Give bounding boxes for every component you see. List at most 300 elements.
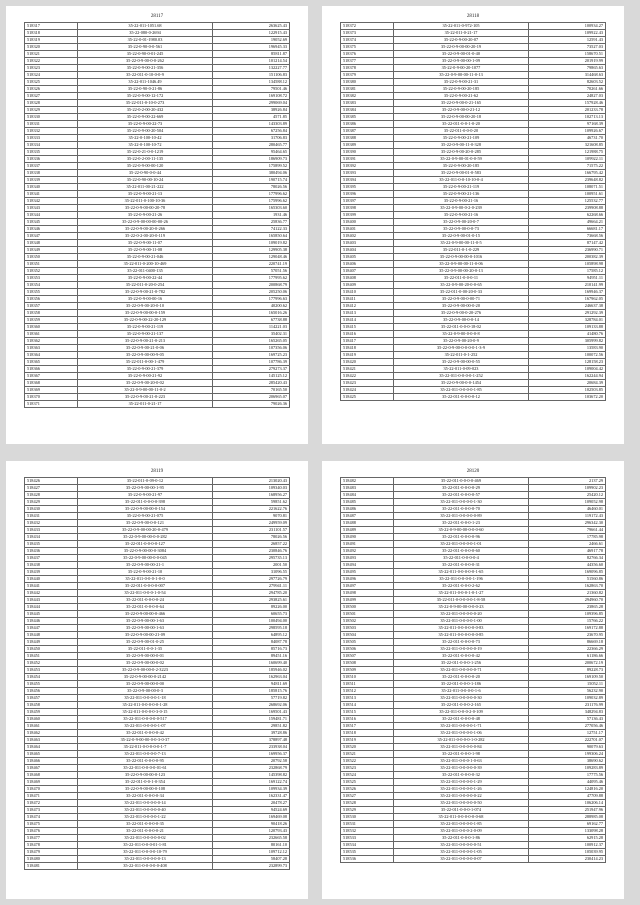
- table-row: [25, 170, 290, 177]
- row-id: 518364: [25, 352, 78, 359]
- row-code: 35-22-0-9-00-00-120: [78, 163, 213, 170]
- row-id: 518393: [341, 170, 394, 177]
- row-value: 120793.43: [213, 828, 290, 835]
- row-value: 109922.43: [529, 30, 606, 37]
- table-row: [25, 744, 290, 751]
- row-code: 35-22-011-0-1-0-229: [394, 247, 529, 254]
- row-value: 31706.83: [213, 135, 290, 142]
- table-row: [341, 527, 606, 534]
- row-value: 25420.12: [529, 492, 606, 499]
- table-row: [341, 86, 606, 93]
- row-code: 35-22-011-0-0-0-0-0-20: [394, 611, 529, 618]
- row-code: 35-22-011-0-10-0-0-9: [78, 72, 213, 79]
- row-value: 165850.64: [213, 233, 290, 240]
- row-id: 518318: [25, 30, 78, 37]
- row-value: 97168.39: [529, 121, 606, 128]
- table-row: [341, 191, 606, 198]
- row-value: 169946.37: [529, 289, 606, 296]
- row-id: 518536: [341, 856, 394, 863]
- table-row: [25, 821, 290, 828]
- row-value: 47709.88: [529, 793, 606, 800]
- row-code: 35-22-0-9-00-00-0-3084: [78, 548, 213, 555]
- parcel-table: [340, 22, 606, 401]
- row-value: 295735.13: [213, 555, 290, 562]
- row-value: 143303.89: [213, 121, 290, 128]
- row-id: 518322: [25, 58, 78, 65]
- table-row: [341, 142, 606, 149]
- table-row: [341, 65, 606, 72]
- table-row: [341, 380, 606, 387]
- table-row: [25, 114, 290, 121]
- row-code: 35-22-011-0-0-0-0-0-22: [394, 793, 529, 800]
- row-id: 518414: [341, 317, 394, 324]
- row-id: 518445: [25, 611, 78, 618]
- row-value: 85716.73: [213, 646, 290, 653]
- row-code: 35-22-0-2-00-11-135: [78, 156, 213, 163]
- row-code: 35-22-011-0-0-0-0-1-06: [394, 730, 529, 737]
- row-code: 35-22-0-2-00-20-0-119: [78, 233, 213, 240]
- row-id: 518348: [25, 240, 78, 247]
- row-id: 518518: [341, 730, 394, 737]
- row-id: 518491: [341, 541, 394, 548]
- row-value: 29851.82: [213, 723, 290, 730]
- row-id: 518335: [25, 149, 78, 156]
- row-code: 35-22-011-0-0-0-0-0-39: [394, 765, 529, 772]
- row-code: 35-22-0-9-00-20-0-0-65: [394, 282, 529, 289]
- row-id: 518514: [341, 702, 394, 709]
- row-value: 103672.20: [529, 394, 606, 401]
- row-id: 518415: [341, 324, 394, 331]
- row-id: 518356: [25, 296, 78, 303]
- row-value: 175899.52: [213, 163, 290, 170]
- table-row: [341, 212, 606, 219]
- table-row: [25, 527, 290, 534]
- row-code: 35-22-0-9-00-00-0-2142: [78, 674, 213, 681]
- row-id: 518478: [25, 842, 78, 849]
- page-title: 28117: [150, 14, 164, 19]
- document-page-2: [322, 6, 624, 444]
- row-code: 35-22-0-9-00-00-0-2-3223: [78, 667, 213, 674]
- row-code: 35-22-011-0-21-17: [394, 30, 529, 37]
- row-code: 35-22-0-9-00-00-9-05: [78, 352, 213, 359]
- row-id: 518529: [341, 807, 394, 814]
- row-id: 518496: [341, 576, 394, 583]
- table-row: [341, 492, 606, 499]
- table-row: [341, 30, 606, 37]
- row-value: 100951.61: [529, 191, 606, 198]
- row-value: 17785.98: [529, 534, 606, 541]
- row-id: 518513: [341, 695, 394, 702]
- row-code: 35-22-0-9-00-00-20-19: [394, 44, 529, 51]
- row-code: 35-22-0-9-00-00-0-154: [78, 506, 213, 513]
- row-id: 518505: [341, 639, 394, 646]
- row-code: 35-22-0-9-00-00-20-18: [394, 114, 529, 121]
- table-row: [25, 51, 290, 58]
- row-code: 35-22-0-9-00-21-137: [78, 331, 213, 338]
- table-row: [25, 58, 290, 65]
- row-id: 518464: [25, 744, 78, 751]
- table-row: [341, 282, 606, 289]
- row-id: 518340: [25, 184, 78, 191]
- row-id: 518317: [25, 23, 78, 30]
- row-id: 518447: [25, 625, 78, 632]
- row-id: 518435: [25, 541, 78, 548]
- row-id: 518495: [341, 569, 394, 576]
- row-value: 230414.23: [529, 856, 606, 863]
- table-row: [25, 583, 290, 590]
- row-id: 518463: [25, 737, 78, 744]
- table-row: [341, 93, 606, 100]
- row-id: 518343: [25, 205, 78, 212]
- row-value: 213020.43: [213, 478, 290, 485]
- row-code: 35-22-011-0-10-0-273: [78, 100, 213, 107]
- row-value: 220741.19: [213, 261, 290, 268]
- table-row: [341, 359, 606, 366]
- row-id: 518355: [25, 289, 78, 296]
- row-code: 35-22-0-9-00-20-0-10: [78, 303, 213, 310]
- parcel-table: [24, 477, 290, 870]
- table-row: [25, 807, 290, 814]
- row-id: 518319: [25, 37, 78, 44]
- row-code: 35-22-011-0-1-252: [394, 352, 529, 359]
- row-id: 518534: [341, 842, 394, 849]
- row-value: 122915.43: [213, 30, 290, 37]
- row-id: 518523: [341, 765, 394, 772]
- row-value: 46917.78: [529, 548, 606, 555]
- row-value: 109922.11: [529, 156, 606, 163]
- row-id: 518334: [25, 142, 78, 149]
- row-code: 35-22-0-9-00-21-119: [394, 184, 529, 191]
- row-code: 35-22-011-0-0-0-0-0-84: [394, 744, 529, 751]
- row-code: 35-22-0-9-00-21-136: [394, 191, 529, 198]
- row-value: 328784.01: [529, 317, 606, 324]
- table-row: [25, 359, 290, 366]
- row-value: 280465.77: [213, 142, 290, 149]
- row-code: 35-22-0-9-00-21-356: [78, 65, 213, 72]
- row-value: 70165.50: [213, 387, 290, 394]
- table-row: [341, 135, 606, 142]
- row-value: 251947.96: [529, 807, 606, 814]
- table-row: [341, 198, 606, 205]
- table-row: [341, 289, 606, 296]
- row-code: 35-22-011-0-0-0-0-1-71: [394, 723, 529, 730]
- row-code: 35-22-011-0-0-0-2-0-09: [394, 828, 529, 835]
- row-value: 321608.85: [529, 142, 606, 149]
- row-id: 518503: [341, 625, 394, 632]
- row-code: 35-22-0-9-00-21-97: [78, 492, 213, 499]
- row-code: 35-22-011-0-0-0-0-96: [394, 534, 529, 541]
- row-id: 518372: [341, 23, 394, 30]
- row-id: 518378: [341, 65, 394, 72]
- row-id: 518494: [341, 562, 394, 569]
- row-code: 35-22-0-9-00-20-1077: [394, 65, 529, 72]
- table-row: [25, 331, 290, 338]
- table-row: [25, 240, 290, 247]
- row-value: 305999.82: [529, 338, 606, 345]
- row-code: 35-22-0-9-00-00-00-00-26: [78, 219, 213, 226]
- row-value: 71575.22: [529, 163, 606, 170]
- table-row: [25, 702, 290, 709]
- row-value: 101214.54: [213, 58, 290, 65]
- row-code: 35-22-0-9-00-01-0-15: [394, 233, 529, 240]
- row-id: 518469: [25, 779, 78, 786]
- row-id: 518444: [25, 604, 78, 611]
- row-code: 35-22-0-9-00-00-0-0-045: [78, 555, 213, 562]
- row-code: 35-22-011-0-0-0-0-0-1-8-58: [394, 597, 529, 604]
- row-code: 35-22-0-9-00-21-109: [394, 135, 529, 142]
- row-value: 288985.08: [529, 814, 606, 821]
- row-value: 20684.39: [529, 380, 606, 387]
- row-code: 35-22-011-0-0-0-0-1-07: [78, 723, 213, 730]
- row-value: 109926.67: [529, 128, 606, 135]
- table-row: [25, 324, 290, 331]
- table-row: [341, 177, 606, 184]
- row-code: 35-22-0-9-00-12-172: [78, 93, 213, 100]
- row-value: 169096.85: [529, 569, 606, 576]
- table-row: [341, 632, 606, 639]
- row-id: 518353: [25, 275, 78, 282]
- row-id: 518401: [341, 226, 394, 233]
- table-row: [25, 625, 290, 632]
- row-value: 169956.37: [213, 751, 290, 758]
- row-code: 35-22-011-0-0-0-1-256: [394, 660, 529, 667]
- row-value: 169469.08: [213, 814, 290, 821]
- table-row: [341, 800, 606, 807]
- table-row: [341, 758, 606, 765]
- row-code: 35-22-011-0-0-0-0-3-0-15: [78, 709, 213, 716]
- row-value: 232665.58: [213, 835, 290, 842]
- row-code: 35-22-011-0400-135: [78, 268, 213, 275]
- row-id: 518488: [341, 520, 394, 527]
- row-value: 105039.95: [529, 849, 606, 856]
- table-row: [25, 653, 290, 660]
- row-id: 518527: [341, 793, 394, 800]
- row-id: 518344: [25, 212, 78, 219]
- row-code: 35-22-0-9-00-00-16: [78, 296, 213, 303]
- row-id: 518519: [341, 737, 394, 744]
- table-row: [341, 394, 606, 401]
- row-value: 82603.52: [529, 79, 606, 86]
- row-id: 518398: [341, 205, 394, 212]
- row-id: 518370: [25, 394, 78, 401]
- row-value: 90079.63: [529, 744, 606, 751]
- row-code: 35-22-011-0-0-0-0-1-85: [394, 387, 529, 394]
- row-code: 35-22-011-0-0-0-0-0-30: [394, 695, 529, 702]
- row-value: 109340.03: [213, 485, 290, 492]
- row-code: 35-22-011-0-0-0-0-1-0-282: [394, 737, 529, 744]
- row-code: 35-22-011-0-0-0-0-4: [394, 555, 529, 562]
- row-value: 57136.43: [529, 716, 606, 723]
- row-value: 380494.06: [213, 170, 290, 177]
- table-row: [341, 681, 606, 688]
- table-row: [25, 401, 290, 408]
- row-id: 518385: [341, 114, 394, 121]
- table-row: [341, 247, 606, 254]
- row-code: 35-22-0-9-00-00-0-02: [78, 660, 213, 667]
- row-id: 518399: [341, 212, 394, 219]
- table-row: [25, 163, 290, 170]
- row-value: 296342.30: [529, 520, 606, 527]
- table-row: [341, 821, 606, 828]
- row-value: 106206.14: [529, 800, 606, 807]
- row-code: 35-22-0-90-0-21-86: [78, 86, 213, 93]
- row-code: 35-22-0-9-00-00-1-09: [394, 58, 529, 65]
- row-id: 518455: [25, 681, 78, 688]
- table-row: [341, 674, 606, 681]
- row-code: 35-22-011-0-0-0-0-0-40: [78, 807, 213, 814]
- table-row: [25, 226, 290, 233]
- row-code: 35-22-0-21-0-0-1219: [78, 149, 213, 156]
- row-code: 35-22-011-0-20-0-254: [78, 282, 213, 289]
- table-row: [25, 205, 290, 212]
- row-value: 100934.27: [529, 23, 606, 30]
- row-value: 165016.26: [213, 310, 290, 317]
- row-code: 35-22-011-1046.49: [78, 79, 213, 86]
- row-value: 100072.56: [529, 352, 606, 359]
- row-id: 518403: [341, 240, 394, 247]
- row-value: 201233.78: [529, 107, 606, 114]
- table-row: [341, 660, 606, 667]
- row-value: 82766.34: [529, 555, 606, 562]
- table-row: [25, 779, 290, 786]
- row-id: 518477: [25, 835, 78, 842]
- row-id: 518338: [25, 170, 78, 177]
- row-code: 35-22-0-9-00-11-08: [78, 247, 213, 254]
- row-value: 297726.79: [213, 576, 290, 583]
- row-code: 35-22-011-0-0-0-0-0-1-7: [78, 744, 213, 751]
- row-code: 35-22-011-0-0-10-10-0-4: [394, 177, 529, 184]
- row-value: 66681.17: [529, 226, 606, 233]
- table-row: [341, 79, 606, 86]
- table-row: [25, 737, 290, 744]
- table-row: [25, 814, 290, 821]
- row-id: 518458: [25, 702, 78, 709]
- table-row: [25, 387, 290, 394]
- row-code: 35-22-011-0-0-0-0-34: [78, 793, 213, 800]
- row-value: 158670.51: [529, 51, 606, 58]
- row-code: 35-22-011-0-0-0-0-007: [78, 583, 213, 590]
- table-row: [341, 576, 606, 583]
- row-id: 518331: [25, 121, 78, 128]
- row-value: 1931.46: [213, 212, 290, 219]
- table-row: [341, 709, 606, 716]
- row-code: 35-22-0-9-00-22-20-129: [78, 317, 213, 324]
- table-row: [25, 695, 290, 702]
- row-value: 291292.39: [529, 310, 606, 317]
- row-value: 21360.82: [529, 590, 606, 597]
- row-id: 518433: [25, 527, 78, 534]
- table-row: [341, 583, 606, 590]
- row-value: 162331.47: [213, 793, 290, 800]
- row-code: 35-22-0-9-00-00-0-00: [78, 681, 213, 688]
- table-row: [25, 611, 290, 618]
- row-id: 518324: [25, 72, 78, 79]
- table-row: [25, 345, 290, 352]
- row-code: 35-22-0-9-00-0-20-276: [394, 310, 529, 317]
- table-row: [25, 723, 290, 730]
- row-code: 35-22-0-100-10-42: [78, 135, 213, 142]
- row-id: 518521: [341, 751, 394, 758]
- table-row: [341, 485, 606, 492]
- row-value: 100494.00: [213, 618, 290, 625]
- row-id: 518515: [341, 709, 394, 716]
- row-id: 518387: [341, 128, 394, 135]
- row-id: 518493: [341, 555, 394, 562]
- table-row: [341, 590, 606, 597]
- row-value: 90418.26: [213, 821, 290, 828]
- row-code: 35-22-011-0-0-0-0-60: [394, 548, 529, 555]
- row-value: 40200.62: [213, 303, 290, 310]
- row-code: 35-22-0-9-00-20-185: [394, 163, 529, 170]
- row-id: 518517: [341, 723, 394, 730]
- row-value: 74122.33: [213, 226, 290, 233]
- row-code: 35-22-0-9-00-21-0-223: [78, 394, 213, 401]
- row-code: 35-22-0-9-00-0-21-12: [394, 107, 529, 114]
- row-id: 518479: [25, 849, 78, 856]
- row-value: 294785.20: [213, 590, 290, 597]
- row-value: 232868.79: [213, 765, 290, 772]
- row-code: 35-22-011-0-0-0-0-1-29: [394, 779, 529, 786]
- table-row: [341, 730, 606, 737]
- row-code: 35-22-011-0-00-1-479: [78, 359, 213, 366]
- table-row: [25, 548, 290, 555]
- row-value: 121988.75: [529, 149, 606, 156]
- row-id: 518407: [341, 268, 394, 275]
- row-id: 518337: [25, 163, 78, 170]
- row-id: 518437: [25, 555, 78, 562]
- row-code: 35-22-011-0-09-023: [394, 366, 529, 373]
- row-id: 518327: [25, 93, 78, 100]
- table-row: [341, 317, 606, 324]
- table-row: [25, 688, 290, 695]
- table-row: [341, 779, 606, 786]
- row-code: 35-22-0-9-00-00-11-0-5: [394, 240, 529, 247]
- row-code: 35-22-0-9-00-00-0-466: [78, 611, 213, 618]
- row-id: 518428: [25, 492, 78, 499]
- row-value: 268692.06: [213, 702, 290, 709]
- row-value: 19052.69: [213, 37, 290, 44]
- row-id: 518498: [341, 590, 394, 597]
- row-code: 35-22-0-9-00-01-0-25: [78, 639, 213, 646]
- row-id: 518462: [25, 730, 78, 737]
- row-code: 35-22-011-0-0-0-0-0-19: [394, 646, 529, 653]
- table-row: [25, 380, 290, 387]
- row-value: 44356.60: [529, 562, 606, 569]
- table-row: [25, 506, 290, 513]
- row-value: 185815.76: [213, 688, 290, 695]
- row-id: 518438: [25, 562, 78, 569]
- table-row: [341, 261, 606, 268]
- row-code: 35-22-011-0-09-0-12: [78, 478, 213, 485]
- row-code: 35-22-011-0-0-0-0-31: [394, 562, 529, 569]
- table-row: [25, 128, 290, 135]
- row-id: 518500: [341, 604, 394, 611]
- row-code: 35-22-011-0-0-0-1-074: [394, 807, 529, 814]
- row-id: 518333: [25, 135, 78, 142]
- table-row: [341, 625, 606, 632]
- row-value: 84087.78: [213, 639, 290, 646]
- table-row: [341, 835, 606, 842]
- row-id: 518504: [341, 632, 394, 639]
- page-title: 28118: [466, 14, 480, 19]
- row-value: 124816.20: [529, 786, 606, 793]
- table-row: [341, 520, 606, 527]
- row-code: 35-22-0-9-00-21-13: [78, 191, 213, 198]
- row-code: 35-22-011-0-0-0-0-01-61: [78, 765, 213, 772]
- table-row: [25, 730, 290, 737]
- row-value: 9070.81: [213, 513, 290, 520]
- row-value: 263625.43: [213, 23, 290, 30]
